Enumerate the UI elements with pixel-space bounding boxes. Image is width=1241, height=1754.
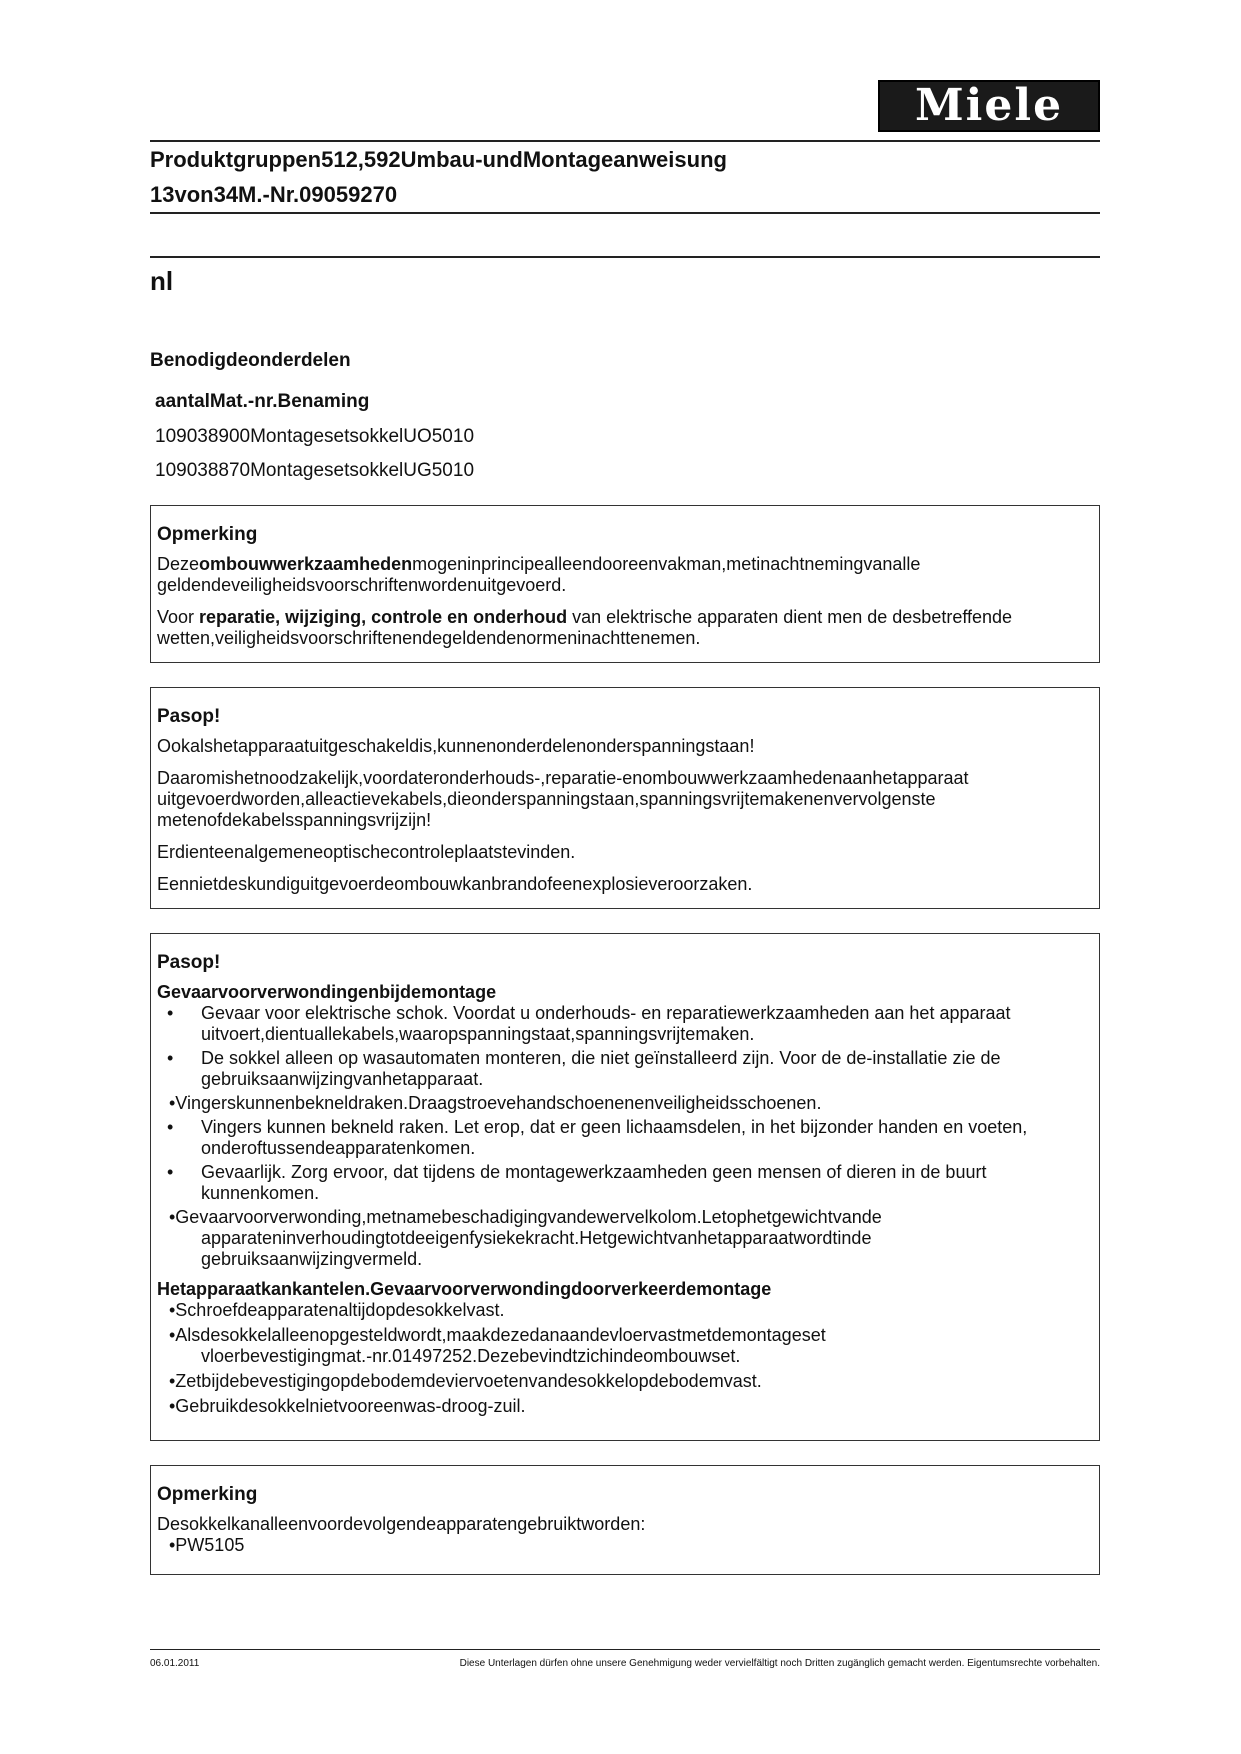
note-box-2: [150, 1465, 1100, 1575]
warning-paragraph: Eennietdeskundiguitgevoerdeombouwkanbrandofeenexplosieveroorzaken.: [157, 874, 753, 894]
language-code: nl: [150, 266, 174, 296]
section-title: Hetapparaatkankantelen.Gevaarvoorverwondingdoorverkeerdemontage: [157, 1279, 772, 1299]
list-item: • Gevaarlijk. Zorg ervoor, dat tijdens de montagewerkzaamheden geen mensen of dieren in de buurt kunnenkomen.: [157, 1162, 1093, 1204]
warning-paragraph: Ookalshetapparaatuitgeschakeldis,kunnenonderdelenonderspanningstaan!: [157, 736, 755, 756]
list-item: • Gevaar voor elektrische schok. Voordat u onderhouds- en reparatiewerkzaamheden aan het apparaat uitvoert,dientuallekabels,waaropspanningstaat,spanningsvrijtemaken.: [157, 1003, 1093, 1045]
parts-row: 109038870MontagesetsokkelUG5010: [155, 460, 475, 481]
warning-title: Pasop!: [157, 706, 221, 727]
warning-box-1: [150, 687, 1100, 909]
list-item: • De sokkel alleen op wasautomaten monteren, die niet geïnstalleerd zijn. Voor de de-installatie zie de gebruiksaanwijzingvanhetapparaat.: [157, 1048, 1093, 1090]
note-title: Opmerking: [157, 524, 258, 545]
warning-paragraph: Erdienteenalgemeneoptischecontroleplaatstevinden.: [157, 842, 576, 862]
miele-logo: Miele: [878, 80, 1100, 132]
list-item: •Gebruikdesokkelnietvooreenwas-droog-zuil.: [169, 1396, 526, 1416]
bullet-list: [157, 1117, 1093, 1204]
list-item: •Alsdesokkelalleenopgesteldwordt,maakdezedanaandevloervastmetdemontageset vloerbevestigingmat.-nr.01497252.Dezebevindtzichindeombouwset.: [169, 1325, 826, 1366]
warning-paragraph: Daaromishetnoodzakelijk,voordateronderhouds-,reparatie-enombouwwerkzaamhedenaanhetapparaat uitgevoerdworden,alleactievekabels,dieonderspanningstaan,spanningsvrijtemakenenvervolgenste metenofdekabelsspanningsvrijzijn!: [157, 768, 969, 830]
warning-title: Pasop!: [157, 952, 221, 973]
footer-date: 06.01.2011: [150, 1658, 200, 1669]
note-paragraph-2: Voor reparatie, wijziging, controle en onderhoud van elektrische apparaten dient men de desbetreffende wetten,veiligheidsvoorschriftenendegeldendenormeninachttenemen.: [157, 607, 1013, 648]
note-paragraph-1: Dezeombouwwerkzaamhedenmogeninprincipealleendooreenvakman,metinachtnemingvanalle geldendeveiligheidsvoorschriftenwordenuitgevoerd.: [157, 554, 921, 595]
header-title: Produktgruppen512,592Umbau-undMontageanweisung: [150, 147, 727, 172]
parts-row: 109038900MontagesetsokkelUO5010: [155, 426, 475, 447]
list-item: •Zetbijdebevestigingopdebodemdeviervoetenvandesokkelopdebodemvast.: [169, 1371, 762, 1391]
header-rule-top: [150, 140, 1100, 142]
warning-box-2: [150, 933, 1100, 1441]
parts-title: Benodigdeonderdelen: [150, 350, 351, 371]
list-item: •PW5105: [169, 1535, 245, 1555]
list-item: •Gevaarvoorverwonding,metnamebeschadigingvandewervelkolom.Letophetgewichtvande apparateninverhoudingtotdeeigenfysiekekracht.Hetgewichtvanhetapparaatwordtinde gebruiksaanwijzingvermeld.: [169, 1207, 882, 1269]
parts-table-header: aantalMat.-nr.Benaming: [155, 391, 370, 412]
list-item: •Schroefdeapparatenaltijdopdesokkelvast.: [169, 1300, 505, 1320]
list-item: •Vingerskunnenbekneldraken.Draagstroevehandschoenenenveiligheidsschoenen.: [169, 1093, 822, 1113]
footer-copyright-note: Diese Unterlagen dürfen ohne unsere Genehmigung weder vervielfältigt noch Dritten zugänglich gemacht werden. Eigentumsrechte vorbehalten.: [459, 1658, 1100, 1669]
note-box-1: [150, 505, 1100, 663]
footer-rule: [150, 1649, 1100, 1650]
note-paragraph: Desokkelkanalleenvoordevolgendeapparatengebruiktworden:: [157, 1514, 646, 1534]
bullet-list: [157, 1003, 1093, 1090]
note-title: Opmerking: [157, 1484, 258, 1505]
document-page: [150, 0, 1100, 1754]
header-rule-bottom: [150, 212, 1100, 214]
list-item: • Vingers kunnen bekneld raken. Let erop, dat er geen lichaamsdelen, in het bijzonder handen en voeten, onderoftussendeapparatenkomen.: [157, 1117, 1093, 1159]
language-rule: [150, 256, 1100, 258]
header-subtitle: 13von34M.-Nr.09059270: [150, 182, 398, 207]
section-title: Gevaarvoorverwondingenbijdemontage: [157, 982, 497, 1002]
